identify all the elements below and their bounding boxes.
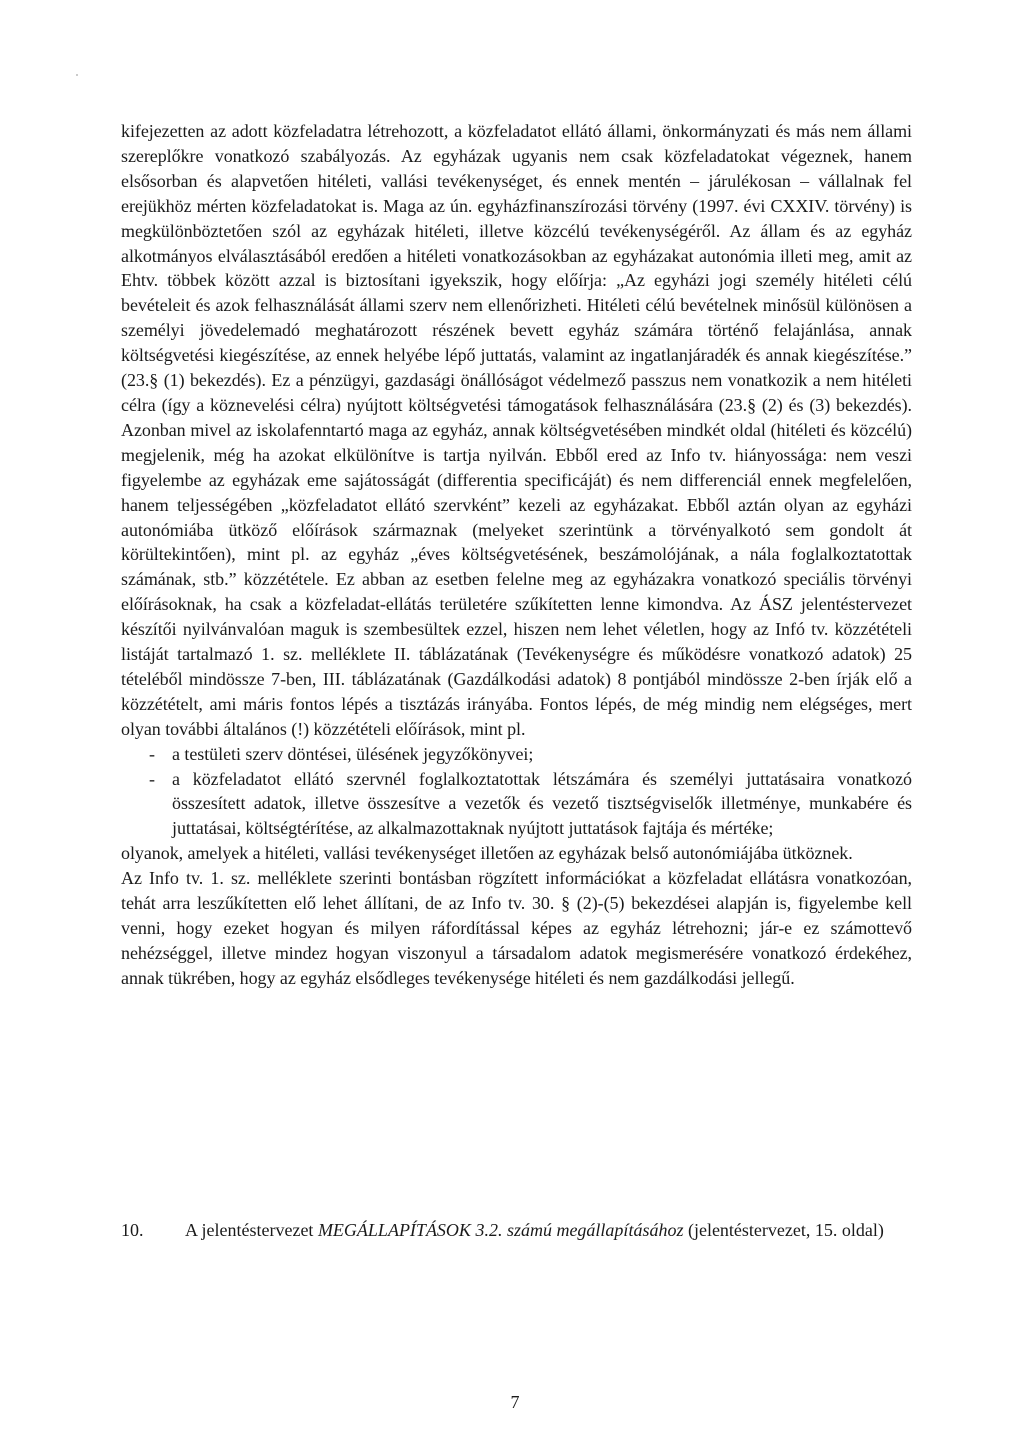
paragraph-2: olyanok, amelyek a hitéleti, vallási tevékenységet illetően az egyházak belső autonómiájába ütköznek. [121, 843, 853, 864]
main-text [121, 119, 912, 991]
list-item-text: a testületi szerv döntései, ülésének jegyzőkönyvei; [172, 743, 534, 764]
section-prefix: A jelentéstervezet [185, 1220, 318, 1240]
list-item [121, 742, 912, 767]
list-item-text: a közfeladatot ellátó szervnél foglalkoztatottak létszámára és személyi juttatásaira vonatkozó összesített adatok, illetve összesítve a vezetők és vezető tisztségviselők illetménye, munkabére és juttatásai, költségtérítése, az alkalmazottaknak nyújtott juttatások fajtája és mértéke; [172, 768, 912, 839]
paragraph-3: Az Info tv. 1. sz. melléklete szerinti bontásban rögzített információkat a közfeladat ellátásra vonatkozóan, tehát arra leszűkítetten elő lehet állítani, de az Info tv. 30. § (2)-(5) bekezdései alapján is, figyelembe kell venni, hogy ezeket hogyan és milyen ráfordítással képes az egyház létrehozni; jár-e ez számottevő nehézséggel, illetve mindez hogyan viszonyul a társadalom adatok megismerésére vonatkozó érdekéhez, annak tükrében, hogy az egyház elsődleges tevékenysége hitéleti és nem gazdálkodási jellegű. [121, 868, 912, 988]
list-item [121, 767, 912, 842]
list-marker: - [149, 743, 155, 764]
paragraph-1: kifejezetten az adott közfeladatra létrehozott, a közfeladatot ellátó állami, önkormányzati és más nem állami szereplőkre vonatkozó szabályozás. Az egyházak ugyanis nem csak közfeladatokat végeznek, hanem elsősorban és alapvetően hitéleti, vallási tevékenységet, és ennek mentén – járulékosan – vállalnak fel erejükhöz mérten közfeladatokat is. Maga az ún. egyházfinanszírozási törvény (1997. évi CXXIV. törvény) is megkülönböztetően szól az egyházak hitéleti, illetve közcélú tevékenységéről. Az állam és az egyház alkotmányos elválasztásából eredően a hitéleti vonatkozásokban az egyházakat autonómia illeti meg, amit az Ehtv. többek között azzal is biztosítani igyekszik, hogy előírja: „Az egyházi jogi személy hitéleti célú bevételeit és azok felhasználását állami szerv nem ellenőrizheti. Hitéleti célú bevételnek minősül különösen a személyi jövedelemadó meghatározott részének bevett egyház számára történő felajánlása, annak költségvetési kiegészítése, az ennek helyébe lépő juttatás, valamint az ingatlanjáradék és annak kiegészítése.” (23.§ (1) bekezdés). Ez a pénzügyi, gazdasági önállóságot védelmező passzus nem vonatkozik a nem hitéleti célra (így a köznevelési célra) nyújtott költségvetési támogatások felhasználására (23.§ (2) és (3) bekezdés). Azonban mivel az iskolafenntartó maga az egyház, annak költségvetésében mindkét oldal (hitéleti és közcélú) megjelenik, még ha azokat elkülönítve is tartja nyilván. Ebből ered az Info tv. hiányossága: nem veszi figyelembe az egyházak eme sajátosságát (differentia specificáját) és nem differenciál ennek megfelelően, hanem teljességében „közfeladatot ellátó szervként” kezeli az egyházakat. Ebből aztán olyan az egyházi autonómiába ütköző előírások származnak (melyeket szerintünk a törvényalkotó sem gondolt át körültekintően), mint pl. az egyház „éves költségvetésének, beszámolójának, a nála foglalkoztatottak számának, stb.” közzététele. Ez abban az esetben felelne meg az egyházakra vonatkozó speciális törvényi előírásoknak, ha csak a közfeladat-ellátás területére szűkítetten lenne kimondva. Az ÁSZ jelentéstervezet készítői nyilvánvalóan maguk is szembesültek ezzel, hiszen nem lehet véletlen, hogy az Infó tv. közzétételi listáját tartalmazó 1. sz. melléklete II. táblázatának (Tevékenységre és működésre vonatkozó adatok) 25 tételéből mindössze 7-ben, III. táblázatának (Gazdálkodási adatok) 8 pontjából mindössze 2-ben írják elő a közzétételt, ami máris fontos lépés a tisztázás irányába. Fontos lépés, de még mindig nem elégséges, mert olyan további általános (!) közzétételi előírások, mint pl. [121, 121, 912, 739]
section-italic-title: MEGÁLLAPÍTÁSOK 3.2. számú megállapításához [317, 1220, 684, 1240]
section-number: 10. [121, 1220, 144, 1240]
page-number: 7 [510, 1392, 520, 1412]
section-10-heading [121, 1217, 912, 1243]
list-marker: - [149, 768, 155, 789]
scan-speck [76, 74, 78, 76]
section-suffix: (jelentéstervezet, 15. oldal) [683, 1220, 884, 1240]
bullet-list [121, 742, 912, 842]
